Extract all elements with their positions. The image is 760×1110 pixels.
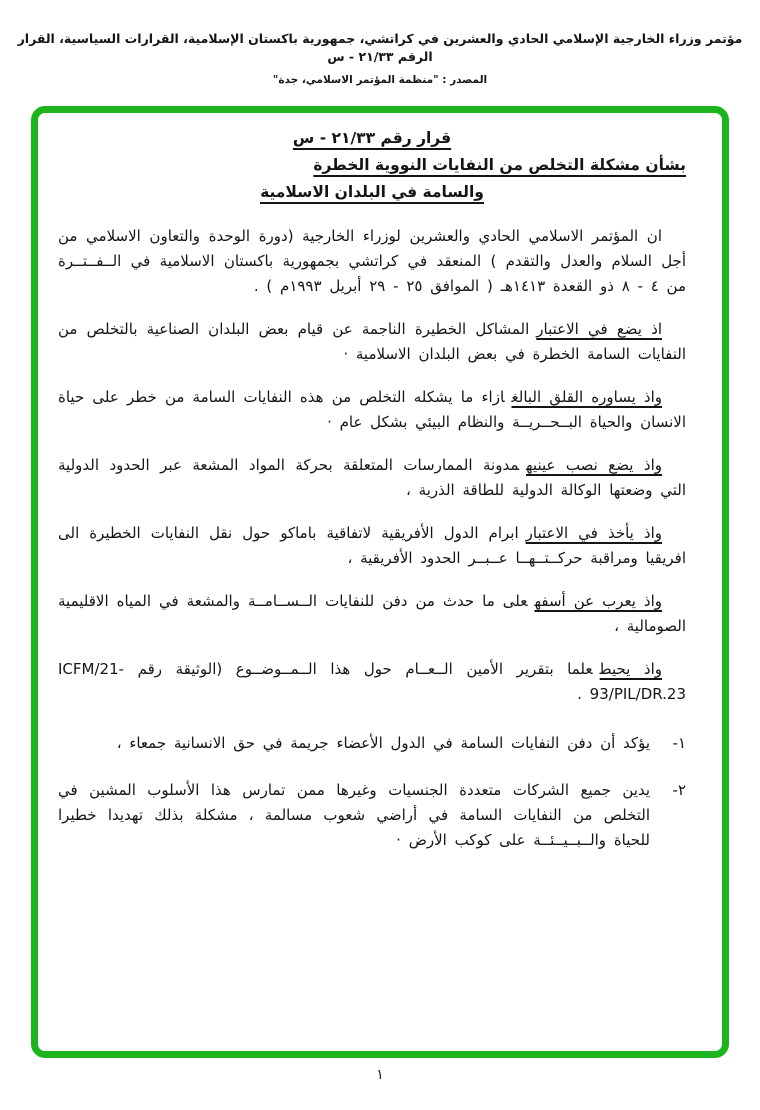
page-number: ١ [376, 1067, 384, 1083]
paragraph-lead: واذ يعرب عن أسفه [534, 592, 662, 610]
paragraph-lead: اذ يضع في الاعتبار [536, 320, 662, 338]
paragraph-lead: واذ يضع نصب عينيه [526, 456, 662, 474]
paragraph-text: ان المؤتمر الاسلامي الحادي والعشرين لوزراء الخارجية (دورة الوحدة والتعاون الاسلامي من أجل السلام والعدل والتقدم ) المنعقد في كراتشي بجمهورية باكستان الاسلامية في الــفــتــرة من ٤ - ٨ ذو القعدة ١٤١٣هـ ( الموافق ٢٥ - ٢٩ أبريل ١٩٩٣م ) . [58, 227, 686, 295]
preamble-paragraph-7 [58, 657, 686, 707]
operative-items [58, 731, 686, 853]
operative-item-1 [58, 731, 686, 756]
item-number: ١- [672, 734, 686, 752]
resolution-number: قرار رقم ٢١/٣٣ - س [292, 129, 452, 147]
resolution-title-block [58, 125, 686, 206]
document-page [0, 30, 760, 1083]
paragraph-lead: واذ يحيط [599, 660, 662, 678]
preamble-paragraph-5 [58, 521, 686, 571]
item-text: يدين جميع الشركات متعددة الجنسيات وغيرها ممن تمارس هذا الأسلوب المشين في التخلص من النفايات السامة في أراضي شعوب مسالمة ، مشكلة بذلك تهديدا خطيرا للحياة والــبــيــئــة على كوكب الأرض · [58, 781, 650, 849]
paragraph-text: ازاء ما يشكله التخلص من هذه النفايات السامة من خطر على حياة الانسان والحياة البــحــريــة والنظام البيئي بشكل عام · [58, 388, 686, 431]
preamble-paragraph-6 [58, 589, 686, 639]
source-line: المصدر : "منظمة المؤتمر الاسلامي، جدة" [272, 74, 488, 86]
preamble-paragraph-3 [58, 385, 686, 435]
operative-item-2 [58, 778, 686, 853]
preamble-paragraph-4 [58, 453, 686, 503]
paragraph-text: علما بتقرير الأمين الــعــام حول هذا الــمــوضــوع (الوثيقة رقم ICFM/21-93/PIL/DR.23 . [58, 660, 686, 703]
paragraph-text: المشاكل الخطيرة الناجمة عن قيام بعض البلدان الصناعية بالتخلص من النفايات السامة الخطرة في بعض البلدان الاسلامية · [58, 320, 686, 363]
paragraph-text: على ما حدث من دفن للنفايات الــســامــة والمشعة في المياه الاقليمية الصومالية ، [58, 592, 686, 635]
paragraph-text: مدونة الممارسات المتعلقة بحركة المواد المشعة عبر الحدود الدولية التي وضعتها الوكالة الدولية للطاقة الذرية ، [58, 456, 686, 499]
paragraph-lead: واذ يأخذ في الاعتبار [525, 524, 662, 542]
header-citation-line: مؤتمر وزراء الخارجية الإسلامي الحادي والعشرين في كراتشي، جمهورية باكستان الإسلامية، القرارات السياسية، القرار الرقم ٢١/٣٣ - س [17, 31, 743, 64]
document-header [0, 30, 760, 86]
resolution-frame [31, 106, 729, 1058]
resolution-subject-line-2: والسامة في البلدان الاسلامية [260, 183, 484, 201]
item-text: يؤكد أن دفن النفايات السامة في الدول الأعضاء جريمة في حق الانسانية جمعاء ، [116, 734, 650, 752]
preamble-paragraph-2 [58, 317, 686, 367]
resolution-subject-line-1: بشأن مشكلة التخلص من النفايات النووية الخطرة [313, 156, 686, 174]
paragraph-lead: واذ يساوره القلق البالغ [511, 388, 662, 406]
preamble-paragraph-1 [58, 224, 686, 299]
paragraph-text: ابرام الدول الأفريقية لاتفاقية باماكو حول نقل النفايات الخطيرة الى افريقيا ومراقبة حركــتــهــا عــبــر الحدود الأفريقية ، [58, 524, 686, 567]
item-number: ٢- [672, 781, 686, 799]
